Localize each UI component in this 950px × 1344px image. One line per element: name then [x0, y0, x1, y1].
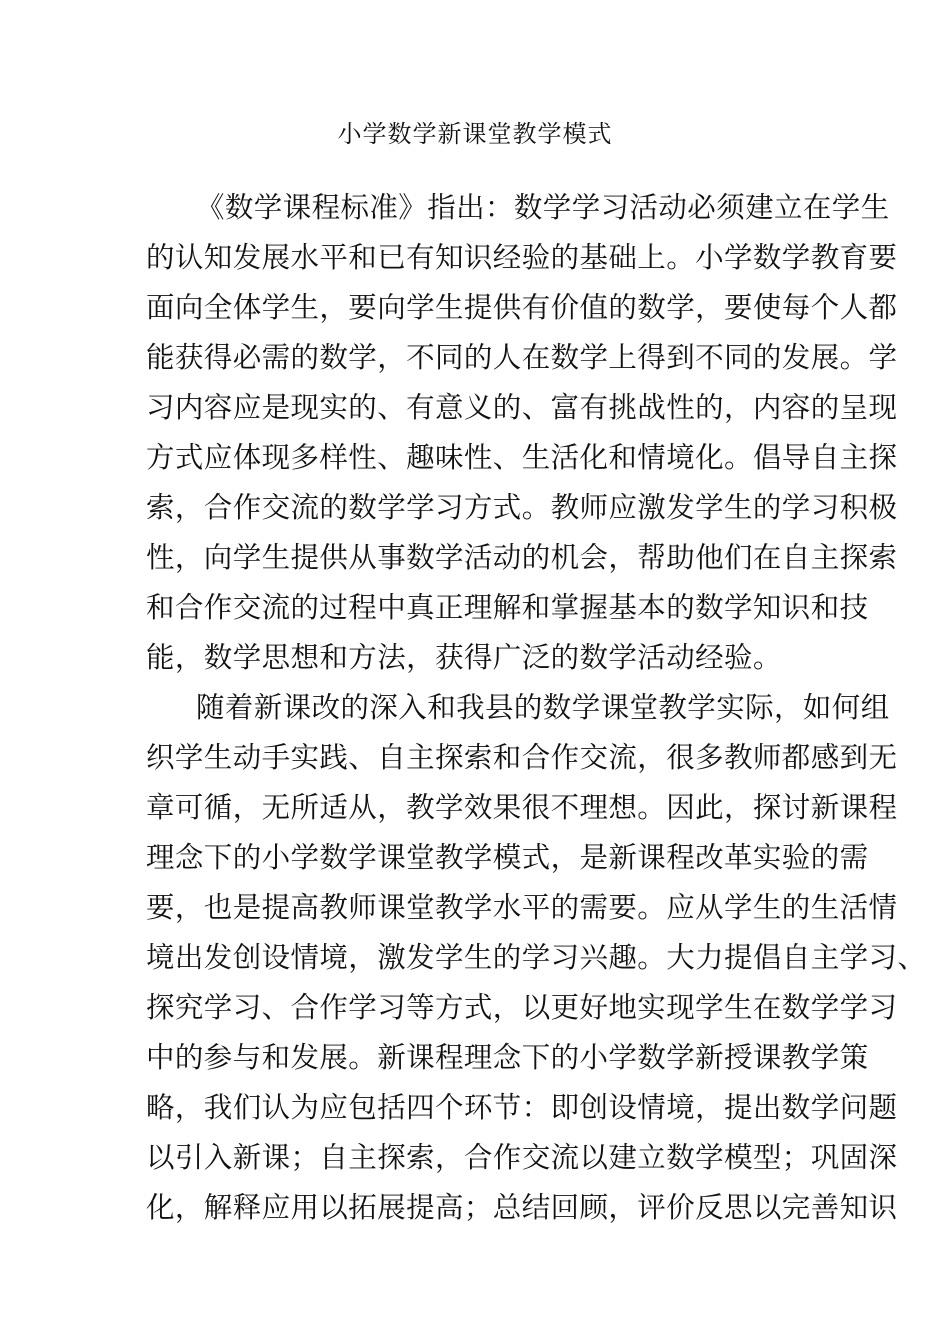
paragraph-1-line-4: 能获得必需的数学，不同的人在数学上得到不同的发展。学 — [146, 341, 898, 374]
paragraph-1-line-1: 《数学课程标准》指出：数学学习活动必须建立在学生 — [196, 191, 890, 224]
paragraph-1-line-10: 能，数学思想和方法，获得广泛的数学活动经验。 — [146, 641, 782, 674]
paragraph-2-line-3: 章可循，无所适从，教学效果很不理想。因此，探讨新课程 — [146, 791, 898, 824]
paragraph-2-line-9: 略，我们认为应包括四个环节：即创设情境，提出数学问题 — [146, 1091, 898, 1124]
paragraph-2-line-5: 要，也是提高教师课堂教学水平的需要。应从学生的生活情 — [146, 891, 898, 924]
paragraph-1-line-2: 的认知发展水平和已有知识经验的基础上。小学数学教育要 — [146, 241, 898, 274]
paragraph-1-line-6: 方式应体现多样性、趣味性、生活化和情境化。倡导自主探 — [146, 441, 898, 474]
paragraph-2-line-10: 以引入新课；自主探索，合作交流以建立数学模型；巩固深 — [146, 1141, 898, 1174]
paragraph-2-line-1: 随着新课改的深入和我县的数学课堂教学实际，如何组 — [196, 691, 890, 724]
paragraph-2-line-6: 境出发创设情境，激发学生的学习兴趣。大力提倡自主学习、 — [146, 941, 927, 974]
paragraph-1-line-9: 和合作交流的过程中真正理解和掌握基本的数学知识和技 — [146, 591, 869, 624]
paragraph-1-line-5: 习内容应是现实的、有意义的、富有挑战性的，内容的呈现 — [146, 391, 898, 424]
paragraph-1-line-3: 面向全体学生，要向学生提供有价值的数学，要使每个人都 — [146, 291, 898, 324]
paragraph-1-line-7: 索，合作交流的数学学习方式。教师应激发学生的学习积极 — [146, 491, 898, 524]
paragraph-2-line-11: 化，解释应用以拓展提高；总结回顾，评价反思以完善知识 — [146, 1191, 898, 1224]
paragraph-2-line-8: 中的参与和发展。新课程理念下的小学数学新授课教学策 — [146, 1041, 869, 1074]
paragraph-1-line-8: 性，向学生提供从事数学活动的机会，帮助他们在自主探索 — [146, 541, 898, 574]
paragraph-2-line-2: 织学生动手实践、自主探索和合作交流，很多教师都感到无 — [146, 741, 898, 774]
document-title: 小学数学新课堂教学模式 — [337, 120, 613, 148]
paragraph-2-line-4: 理念下的小学数学课堂教学模式，是新课程改革实验的需 — [146, 841, 869, 874]
paragraph-2-line-7: 探究学习、合作学习等方式，以更好地实现学生在数学学习 — [146, 991, 898, 1024]
